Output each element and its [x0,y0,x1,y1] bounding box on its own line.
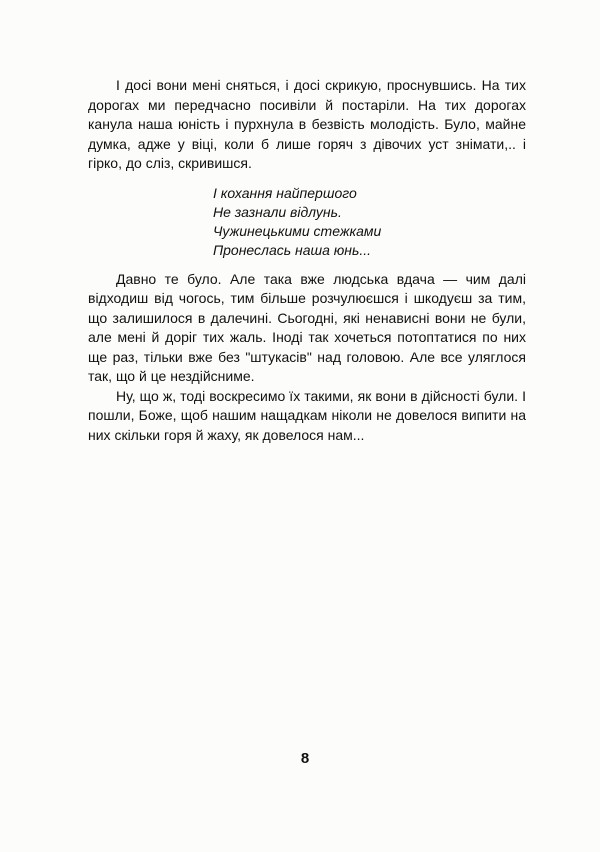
paragraph-1: І досі вони мені сняться, і досі скрикую, проснувшись. На тих дорогах ми передчасно посивіли й постаріли. На тих дорогах канула наша юність і пурхнула в безвість молодість. Було, майне думка, адже у віці, коли б лише горяч з дівочих уст знімати,.. і гірко, до сліз, скривишся. [88,77,526,171]
poem-line-2: Не зазнали відлунь. [213,203,342,220]
poem-stanza [213,184,526,260]
paragraph-3: Ну, що ж, тоді воскресимо їх такими, як вони в дійсності були. І пошли, Боже, щоб нашим нащадкам ніколи не довелося випити на них скільки горя й жаху, як довелося нам... [88,387,526,443]
poem-line-1: І кохання найпершого [213,184,357,201]
poem-line-4: Пронеслась наша юнь... [213,241,372,258]
paragraph-2: Давно те було. Але така вже людська вдача — чим далі відходиш від чогось, тим більше розчулюєшся і шкодуєш за тим, що залишилося в далечині. Сьогодні, які ненависні вони не були, але мені й доріг тих жаль. Іноді так хочеться потоптатися по них ще раз, тільки вже без "штукасів" над головою. Але все уляглося так, що й це нездійсниме. [88,270,526,384]
page-number: 8 [300,750,310,767]
poem-line-3: Чужинецькими стежками [213,222,382,239]
page-body-text [88,76,526,445]
